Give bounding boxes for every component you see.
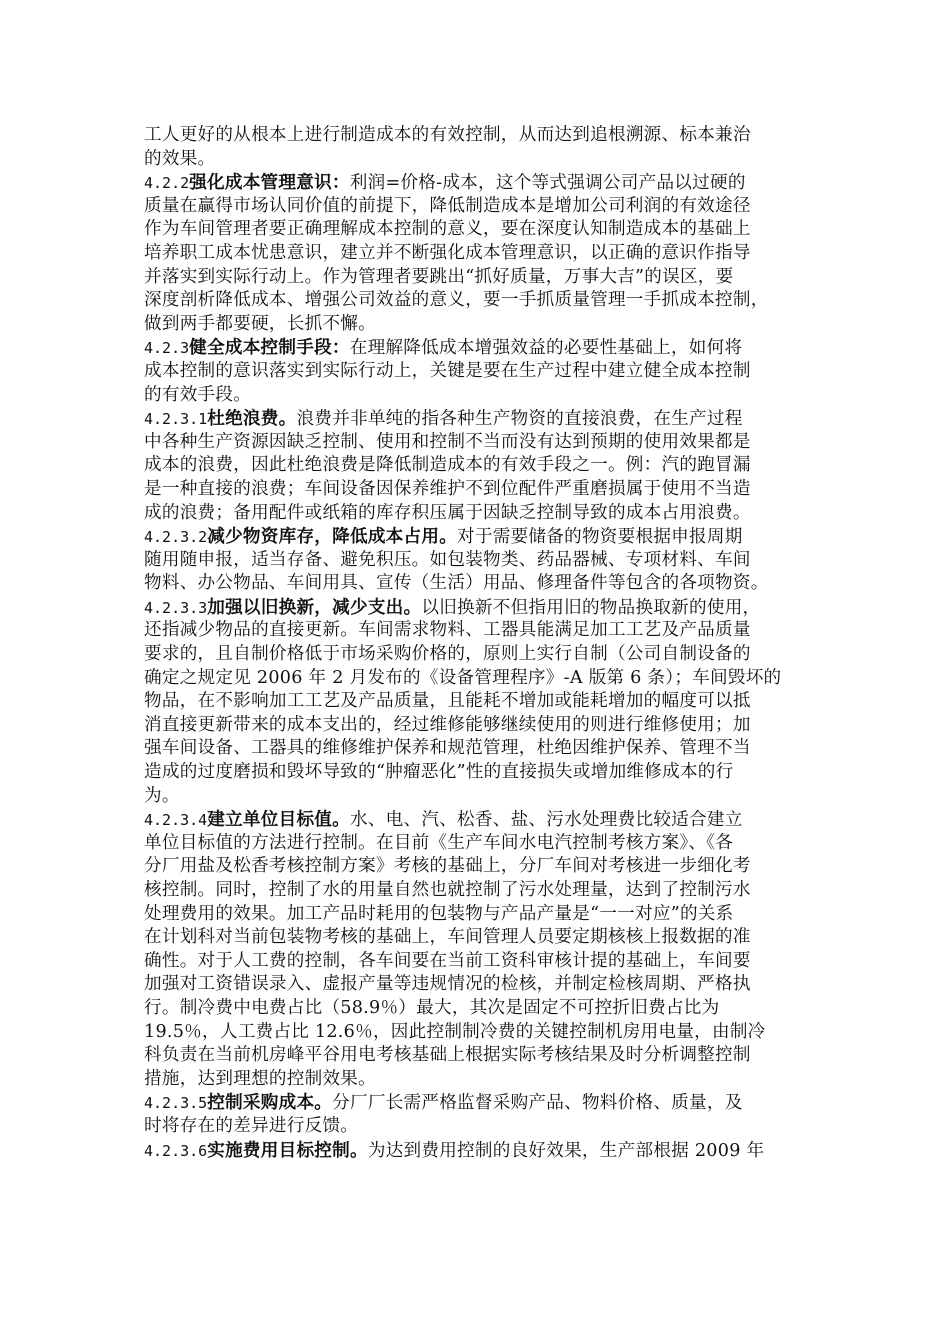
text-line <box>144 973 816 997</box>
text-line <box>144 148 816 172</box>
text-line <box>144 572 816 596</box>
body-text: 19.5％，人工费占比 12.6％，因此控制制冷费的关键控制机房用电量，由制冷 <box>144 1021 766 1042</box>
body-text: 分厂用盐及松香考核控制方案》考核的基础上，分厂车间对考核进一步细化考 <box>144 856 751 877</box>
body-text: 在计划科对当前包装物考核的基础上，车间管理人员要定期核核上报数据的准 <box>144 927 751 948</box>
section-heading: 杜绝浪费。 <box>207 408 297 430</box>
text-line <box>144 242 816 266</box>
text-line <box>144 454 816 478</box>
body-text: 强车间设备、工器具的维修维护保养和规范管理，杜绝因维护保养、管理不当 <box>144 738 751 759</box>
text-line <box>144 407 816 431</box>
text-line <box>144 1139 816 1163</box>
section-heading: 减少物资库存，降低成本占用。 <box>207 526 458 548</box>
body-text: 以旧换新不但指用旧的物品换取新的使用， <box>421 597 761 618</box>
body-text: 为达到费用控制的良好效果，生产部根据 2009 年 <box>367 1140 765 1161</box>
text-line <box>144 855 816 879</box>
body-text: 是一种直接的浪费；车间设备因保养维护不到位配件严重磨损属于使用不当造 <box>144 478 751 499</box>
text-line <box>144 124 816 148</box>
document-body <box>144 124 816 1162</box>
section-heading: 控制采购成本。 <box>207 1092 333 1114</box>
text-line <box>144 903 816 927</box>
text-line <box>144 1091 816 1115</box>
text-line <box>144 313 816 337</box>
text-line <box>144 384 816 408</box>
section-number: 4.2.3 <box>144 339 190 358</box>
body-text: 确定之规定见 2006 年 2 月发布的《设备管理程序》-A 版第 6 条）；车间毁坏的 <box>144 667 782 688</box>
text-line <box>144 478 816 502</box>
body-text: 随用随申报，适当存备、避免积压。如包装物类、药品器械、专项材料、车间 <box>144 549 751 570</box>
text-line <box>144 690 816 714</box>
section-number: 4.2.3.2 <box>144 528 208 547</box>
text-line <box>144 360 816 384</box>
section-number: 4.2.3.4 <box>144 811 208 830</box>
body-text: 作为车间管理者要正确理解成本控制的意义，要在深度认知制造成本的基础上 <box>144 219 751 240</box>
body-text: 加强对工资错误录入、虚报产量等违规情况的检核，并制定检核周期、严格执 <box>144 974 751 995</box>
body-text: 质量在赢得市场认同价值的前提下，降低制造成本是增加公司利润的有效途径 <box>144 195 751 216</box>
body-text: 成的浪费；备用配件或纸箱的库存积压属于因缺乏控制导致的成本占用浪费。 <box>144 502 751 523</box>
text-line <box>144 761 816 785</box>
body-text: 为。 <box>144 785 180 806</box>
text-line <box>144 950 816 974</box>
body-text: 物料、办公物品、车间用具、宣传（生活）用品、修理备件等包含的各项物资。 <box>144 573 769 594</box>
text-line <box>144 714 816 738</box>
section-heading: 建立单位目标值。 <box>207 809 350 831</box>
text-line <box>144 596 816 620</box>
text-line <box>144 667 816 691</box>
body-text: 中各种生产资源因缺乏控制、使用和控制不当而没有达到预期的使用效果都是 <box>144 431 751 452</box>
body-text: 工人更好的从根本上进行制造成本的有效控制，从而达到追根溯源、标本兼治 <box>144 125 751 145</box>
body-text: 做到两手都要硬，长抓不懈。 <box>144 313 376 334</box>
section-number: 4.2.3.5 <box>144 1094 208 1113</box>
body-text: 确性。对于人工费的控制，各车间要在当前工资科审核计提的基础上，车间要 <box>144 950 751 971</box>
body-text: 利润=价格-成本，这个等式强调公司产品以过硬的 <box>349 173 746 194</box>
body-text: 分厂厂长需严格监督采购产品、物料价格、质量，及 <box>332 1093 743 1114</box>
text-line <box>144 289 816 313</box>
section-number: 4.2.3.1 <box>144 410 208 429</box>
text-line <box>144 171 816 195</box>
body-text: 对于需要储备的物资要根据申报周期 <box>457 527 743 548</box>
body-text: 浪费并非单纯的指各种生产物资的直接浪费，在生产过程 <box>296 409 743 430</box>
body-text: 培养职工成本忧患意识，建立并不断强化成本管理意识，以正确的意识作指导 <box>144 242 751 263</box>
text-line <box>144 879 816 903</box>
body-text: 造成的过度磨损和毁坏导致的“肿瘤恶化”性的直接损失或增加维修成本的行 <box>144 762 734 783</box>
body-text: 的有效手段。 <box>144 384 252 405</box>
text-line <box>144 336 816 360</box>
body-text: 科负责在当前机房峰平谷用电考核基础上根据实际考核结果及时分析调整控制 <box>144 1045 751 1066</box>
text-line <box>144 549 816 573</box>
section-heading: 加强以旧换新，减少支出。 <box>207 596 422 618</box>
body-text: 措施，达到理想的控制效果。 <box>144 1068 376 1089</box>
text-line <box>144 832 816 856</box>
section-heading: 健全成本控制手段： <box>189 337 350 359</box>
body-text: 成本的浪费，因此杜绝浪费是降低制造成本的有效手段之一。例：汽的跑冒漏 <box>144 455 751 476</box>
body-text: 核控制。同时，控制了水的用量自然也就控制了污水处理量，达到了控制污水 <box>144 880 751 900</box>
body-text: 消直接更新带来的成本支出的，经过维修能够继续使用的则进行维修使用；加 <box>144 714 751 735</box>
text-line <box>144 643 816 667</box>
text-line <box>144 737 816 761</box>
body-text: 成本控制的意识落实到实际行动上，关键是要在生产过程中建立健全成本控制 <box>144 360 751 381</box>
body-text: 时将存在的差异进行反馈。 <box>144 1115 359 1136</box>
section-heading: 强化成本管理意识： <box>189 172 350 194</box>
section-number: 4.2.3.3 <box>144 598 208 617</box>
body-text: 的效果。 <box>144 148 216 169</box>
body-text: 要求的，且自制价格低于市场采购价格的，原则上实行自制（公司自制设备的 <box>144 644 751 665</box>
body-text: 水、电、汽、松香、盐、污水处理费比较适合建立 <box>349 810 743 831</box>
text-line <box>144 266 816 290</box>
text-line <box>144 619 816 643</box>
text-line <box>144 1021 816 1045</box>
body-text: 并落实到实际行动上。作为管理者要跳出“抓好质量，万事大吉”的误区，要 <box>144 266 734 287</box>
text-line <box>144 525 816 549</box>
text-line <box>144 218 816 242</box>
section-heading: 实施费用目标控制。 <box>207 1139 368 1161</box>
text-line <box>144 785 816 809</box>
text-line <box>144 1044 816 1068</box>
text-line <box>144 431 816 455</box>
section-number: 4.2.3.6 <box>144 1141 208 1160</box>
text-line <box>144 1068 816 1092</box>
text-line <box>144 808 816 832</box>
body-text: 物品，在不影响加工工艺及产品质量，且能耗不增加或能耗增加的幅度可以抵 <box>144 691 751 712</box>
text-line <box>144 502 816 526</box>
body-text: 处理费用的效果。加工产品时耗用的包装物与产品产量是“一一对应”的关系 <box>144 903 734 924</box>
body-text: 深度剖析降低成本、增强公司效益的意义，要一手抓质量管理一手抓成本控制， <box>144 290 769 311</box>
section-number: 4.2.2 <box>144 174 190 193</box>
body-text: 还指减少物品的直接更新。车间需求物料、工器具能满足加工工艺及产品质量 <box>144 620 751 641</box>
text-line <box>144 926 816 950</box>
body-text: 行。制冷费中电费占比（58.9％）最大，其次是固定不可控折旧费占比为 <box>144 997 720 1018</box>
text-line <box>144 997 816 1021</box>
text-line <box>144 195 816 219</box>
body-text: 在理解降低成本增强效益的必要性基础上，如何将 <box>349 338 743 359</box>
body-text: 单位目标值的方法进行控制。在目前《生产车间水电汽控制考核方案》、《各 <box>144 832 734 853</box>
text-line <box>144 1115 816 1139</box>
